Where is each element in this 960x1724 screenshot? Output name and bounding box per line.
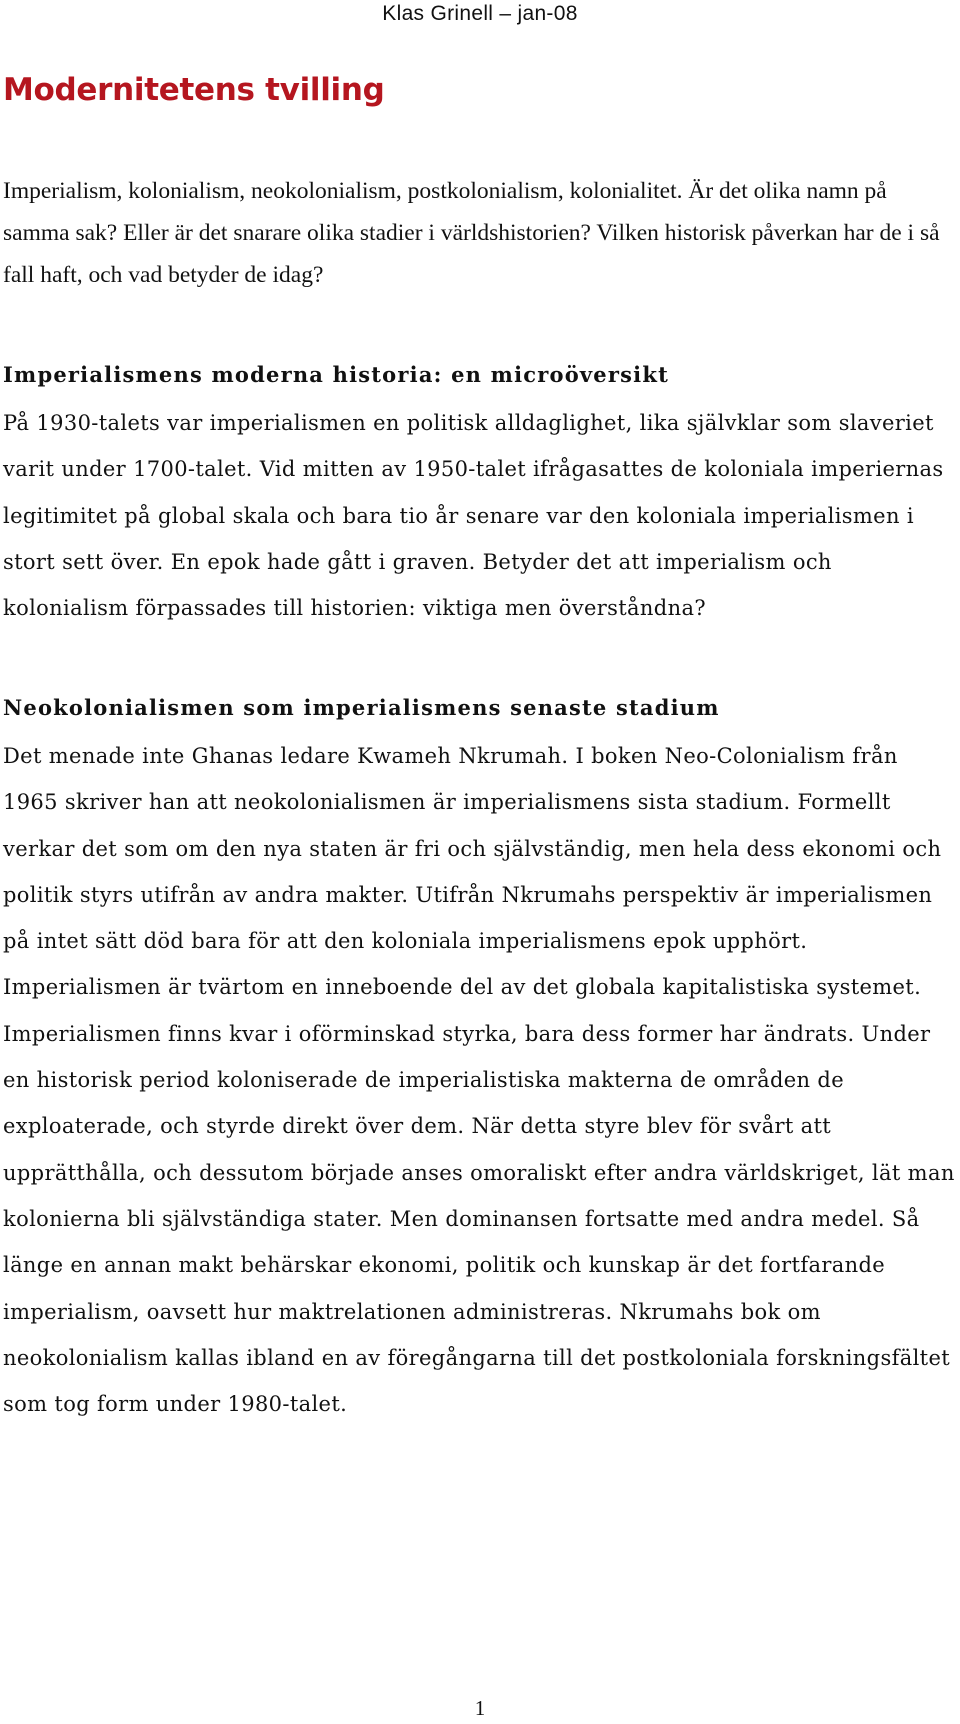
running-header: Klas Grinell – jan-08 bbox=[382, 2, 578, 25]
section-heading-neocolonialism: Neokolonialismen som imperialismens senaste stadium bbox=[3, 695, 720, 720]
section-heading-imperialism-history: Imperialismens moderna historia: en microöversikt bbox=[3, 362, 669, 387]
section-body-neocolonialism: Det menade inte Ghanas ledare Kwameh Nkrumah. I boken Neo-Colonialism från 1965 skriver han att neokolonialismen är imperialismens sista stadium. Formellt verkar det som om den nya staten är fri och självständig, men hela dess ekonomi och politik styrs utifrån av andra makter. Utifrån Nkrumahs perspektiv är imperialismen på intet sätt död bara för att den koloniala imperialismens epok upphört. Imperialismen är tvärtom en inneboende del av det globala kapitalistiska systemet. Imperialismen finns kvar i oförminskad styrka, bara dess former har ändrats. Under en historisk period koloniserade de imperialistiska makterna de områden de exploaterade, och styrde direkt över dem. När detta styre blev för svårt att upprätthålla, och dessutom började anses omoraliskt efter andra världskriget, lät man kolonierna bli självständiga stater. Men dominansen fortsatte med andra medel. Så länge en annan makt behärskar ekonomi, politik och kunskap är det fortfarande imperialism, oavsett hur maktrelationen administreras. Nkrumahs bok om neokolonialism kallas ibland en av föregångarna till det postkoloniala forskningsfältet som tog form under 1980-talet. bbox=[3, 744, 955, 1417]
intro-paragraph: Imperialism, kolonialism, neokolonialism, postkolonialism, kolonialitet. Är det olika namn på samma sak? Eller är det snarare olika stadier i världshistorien? Vilken historisk påverkan har de i så fall haft, och vad betyder de idag? bbox=[3, 178, 940, 288]
page-number: 1 bbox=[474, 1696, 486, 1720]
section-body-imperialism-history: På 1930-talets var imperialismen en politisk alldaglighet, lika självklar som slaveriet varit under 1700-talet. Vid mitten av 1950-talet ifrågasattes de koloniala imperiernas legitimitet på global skala och bara tio år senare var den koloniala imperialismen i stort sett över. En epok hade gått i graven. Betyder det att imperialism och kolonialism förpassades till historien: viktiga men överståndna? bbox=[3, 411, 944, 621]
document-title: Modernitetens tvilling bbox=[3, 72, 385, 108]
